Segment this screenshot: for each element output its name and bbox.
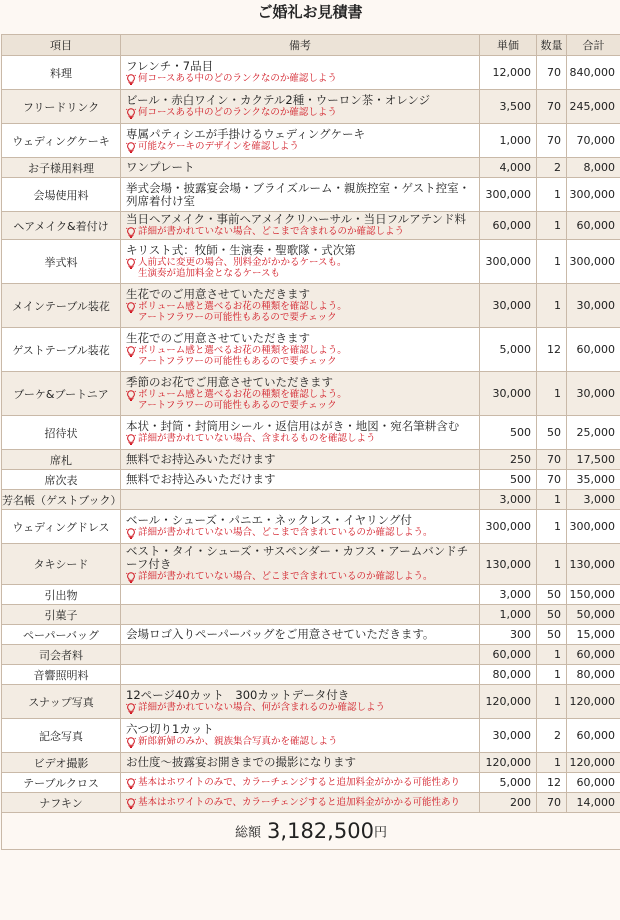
cell-total: 60,000 bbox=[567, 212, 620, 240]
cell-price: 200 bbox=[480, 793, 537, 813]
cell-price: 130,000 bbox=[480, 544, 537, 585]
warning-lines bbox=[138, 389, 347, 411]
cell-total: 840,000 bbox=[567, 56, 620, 90]
cell-price: 300 bbox=[480, 625, 537, 645]
note-text: お仕度～披露宴お開きまでの撮影になります bbox=[126, 755, 356, 769]
cell-total: 35,000 bbox=[567, 470, 620, 490]
cell-price: 30,000 bbox=[480, 719, 537, 753]
cell-qty: 70 bbox=[537, 793, 567, 813]
table-row bbox=[2, 158, 620, 178]
note-text: ビール・赤白ワイン・カクテル2種・ウーロン茶・オレンジ bbox=[126, 93, 431, 107]
cell-item: フリードリンク bbox=[2, 90, 121, 124]
cell-qty: 50 bbox=[537, 605, 567, 625]
warning-note bbox=[126, 777, 474, 789]
cell-price: 1,000 bbox=[480, 124, 537, 158]
cell-item: 席札 bbox=[2, 450, 121, 470]
table-row bbox=[2, 685, 620, 719]
warning-text: ボリューム感と選べるお花の種類を確認しよう。 bbox=[138, 389, 347, 400]
cell-price: 60,000 bbox=[480, 212, 537, 240]
estimate-table bbox=[1, 34, 620, 850]
cell-qty: 1 bbox=[537, 544, 567, 585]
cell-item: ウェディングケーキ bbox=[2, 124, 121, 158]
table-row bbox=[2, 605, 620, 625]
cell-total: 15,000 bbox=[567, 625, 620, 645]
total-label: 総額 bbox=[235, 825, 262, 841]
cell-qty: 1 bbox=[537, 665, 567, 685]
warning-lines bbox=[138, 571, 433, 582]
note-text: 季節のお花でご用意させていただきます bbox=[126, 375, 333, 389]
cell-total: 150,000 bbox=[567, 585, 620, 605]
warning-lines bbox=[138, 226, 404, 237]
cell-item: 引出物 bbox=[2, 585, 121, 605]
cell-qty: 12 bbox=[537, 773, 567, 793]
table-row bbox=[2, 450, 620, 470]
warning-text: 詳細が書かれていない場合、何が含まれるのか確認しよう bbox=[138, 702, 386, 713]
warning-note bbox=[126, 301, 474, 323]
warning-text: 何コースある中のどのランクなのか確認しよう bbox=[138, 107, 337, 118]
cell-note bbox=[121, 450, 480, 470]
cell-price: 500 bbox=[480, 416, 537, 450]
warning-lines bbox=[138, 777, 460, 788]
cell-total: 14,000 bbox=[567, 793, 620, 813]
warning-lines bbox=[138, 345, 347, 367]
note-text: 挙式会場・披露宴会場・ブライズルーム・親族控室・ゲスト控室・列席着付け室 bbox=[126, 180, 471, 208]
cell-price: 120,000 bbox=[480, 753, 537, 773]
warning-lines bbox=[138, 527, 433, 538]
total-value: 3,182,500 bbox=[267, 819, 374, 843]
warning-text: 基本はホワイトのみで、カラーチェンジすると追加料金がかかる可能性あり bbox=[138, 776, 461, 788]
cell-note bbox=[121, 212, 480, 240]
cell-item: ペーパーバッグ bbox=[2, 625, 121, 645]
cell-qty: 1 bbox=[537, 490, 567, 510]
table-row bbox=[2, 773, 620, 793]
cell-price: 5,000 bbox=[480, 773, 537, 793]
warning-text: アートフラワーの可能性もあるので要チェック bbox=[138, 356, 337, 367]
lightbulb-icon bbox=[126, 74, 138, 85]
cell-qty: 1 bbox=[537, 685, 567, 719]
cell-total: 60,000 bbox=[567, 773, 620, 793]
warning-lines bbox=[138, 736, 338, 747]
warning-lines bbox=[138, 73, 337, 84]
lightbulb-icon bbox=[126, 528, 138, 539]
cell-note bbox=[121, 510, 480, 544]
cell-note bbox=[121, 124, 480, 158]
warning-note bbox=[126, 141, 474, 153]
cell-note bbox=[121, 372, 480, 416]
cell-note bbox=[121, 158, 480, 178]
warning-text: 何コースある中のどのランクなのか確認しよう bbox=[138, 73, 337, 84]
lightbulb-icon bbox=[126, 572, 138, 583]
cell-qty: 1 bbox=[537, 178, 567, 212]
cell-total: 80,000 bbox=[567, 665, 620, 685]
table-row bbox=[2, 212, 620, 240]
table-row bbox=[2, 470, 620, 490]
warning-note bbox=[126, 571, 474, 583]
cell-qty: 70 bbox=[537, 56, 567, 90]
warning-note bbox=[126, 257, 474, 279]
header-note: 備考 bbox=[121, 35, 480, 56]
cell-total: 8,000 bbox=[567, 158, 620, 178]
warning-lines bbox=[138, 107, 337, 118]
cell-price: 300,000 bbox=[480, 178, 537, 212]
cell-total: 30,000 bbox=[567, 372, 620, 416]
cell-total: 50,000 bbox=[567, 605, 620, 625]
cell-item: 引菓子 bbox=[2, 605, 121, 625]
cell-qty: 1 bbox=[537, 372, 567, 416]
warning-note bbox=[126, 345, 474, 367]
cell-qty: 70 bbox=[537, 124, 567, 158]
cell-qty: 1 bbox=[537, 284, 567, 328]
cell-item: テーブルクロス bbox=[2, 773, 121, 793]
cell-qty: 70 bbox=[537, 90, 567, 124]
cell-total: 300,000 bbox=[567, 240, 620, 284]
cell-note bbox=[121, 178, 480, 212]
warning-text: アートフラワーの可能性もあるので要チェック bbox=[138, 312, 337, 323]
note-text: 無料でお持込みいただけます bbox=[126, 472, 276, 486]
cell-qty: 1 bbox=[537, 212, 567, 240]
cell-price: 120,000 bbox=[480, 685, 537, 719]
warning-note bbox=[126, 797, 474, 809]
warning-lines bbox=[138, 301, 347, 323]
cell-note bbox=[121, 544, 480, 585]
warning-note bbox=[126, 527, 474, 539]
cell-item: 挙式料 bbox=[2, 240, 121, 284]
warning-text: 詳細が書かれていない場合、どこまで含まれているのか確認しよう。 bbox=[138, 571, 433, 582]
note-text: 当日ヘアメイク・事前ヘアメイクリハーサル・当日フルアテンド料 bbox=[126, 212, 467, 226]
note-text: キリスト式：牧師・生演奏・聖歌隊・式次第 bbox=[126, 243, 356, 257]
table-row bbox=[2, 124, 620, 158]
note-text: 生花でのご用意させていただきます bbox=[126, 287, 310, 301]
lightbulb-icon bbox=[126, 142, 138, 153]
cell-item: 記念写真 bbox=[2, 719, 121, 753]
cell-total: 60,000 bbox=[567, 645, 620, 665]
cell-price: 12,000 bbox=[480, 56, 537, 90]
cell-qty: 1 bbox=[537, 753, 567, 773]
cell-item: 会場使用料 bbox=[2, 178, 121, 212]
cell-note bbox=[121, 685, 480, 719]
cell-total: 120,000 bbox=[567, 685, 620, 719]
cell-price: 60,000 bbox=[480, 645, 537, 665]
cell-item: ウェディングドレス bbox=[2, 510, 121, 544]
cell-item: タキシード bbox=[2, 544, 121, 585]
cell-note bbox=[121, 773, 480, 793]
cell-qty: 70 bbox=[537, 450, 567, 470]
cell-qty: 1 bbox=[537, 510, 567, 544]
cell-price: 80,000 bbox=[480, 665, 537, 685]
warning-lines bbox=[138, 702, 385, 713]
warning-text: 詳細が書かれていない場合、どこまで含まれているのか確認しよう。 bbox=[138, 527, 433, 538]
cell-note bbox=[121, 719, 480, 753]
cell-qty: 70 bbox=[537, 470, 567, 490]
cell-total: 60,000 bbox=[567, 328, 620, 372]
note-text: 無料でお持込みいただけます bbox=[126, 452, 276, 466]
cell-qty: 2 bbox=[537, 158, 567, 178]
note-text: 会場ロゴ入りペーパーバッグをご用意させていただきます。 bbox=[126, 627, 435, 641]
note-text: フレンチ・7品目 bbox=[126, 59, 214, 73]
cell-qty: 2 bbox=[537, 719, 567, 753]
cell-qty: 12 bbox=[537, 328, 567, 372]
note-text: ベール・シューズ・パニエ・ネックレス・イヤリング付 bbox=[126, 513, 412, 527]
warning-lines bbox=[138, 257, 347, 279]
note-text: 専属パティシエが手掛けるウェディングケーキ bbox=[126, 127, 365, 141]
warning-note bbox=[126, 736, 474, 748]
cell-qty: 50 bbox=[537, 625, 567, 645]
cell-item: 芳名帳（ゲストブック） bbox=[2, 490, 121, 510]
table-row bbox=[2, 372, 620, 416]
cell-price: 5,000 bbox=[480, 328, 537, 372]
header-total: 合計 bbox=[567, 35, 620, 56]
cell-note bbox=[121, 753, 480, 773]
total-unit: 円 bbox=[373, 825, 387, 841]
cell-total: 70,000 bbox=[567, 124, 620, 158]
cell-price: 4,000 bbox=[480, 158, 537, 178]
header-price: 単価 bbox=[480, 35, 537, 56]
warning-text: 生演奏が追加料金となるケースも bbox=[138, 268, 281, 279]
cell-total: 300,000 bbox=[567, 510, 620, 544]
cell-price: 300,000 bbox=[480, 240, 537, 284]
table-row bbox=[2, 490, 620, 510]
table-header bbox=[2, 35, 620, 56]
page-title: ご婚礼お見積書 bbox=[257, 3, 363, 21]
cell-price: 500 bbox=[480, 470, 537, 490]
cell-item: ヘアメイク&着付け bbox=[2, 212, 121, 240]
cell-qty: 1 bbox=[537, 240, 567, 284]
cell-price: 3,500 bbox=[480, 90, 537, 124]
cell-total: 60,000 bbox=[567, 719, 620, 753]
note-text: 六つ切り1カット bbox=[126, 722, 214, 736]
cell-note bbox=[121, 645, 480, 665]
table-row bbox=[2, 178, 620, 212]
warning-text: ボリューム感と選べるお花の種類を確認しよう。 bbox=[138, 301, 347, 312]
cell-note bbox=[121, 416, 480, 450]
table-row bbox=[2, 665, 620, 685]
cell-note bbox=[121, 625, 480, 645]
lightbulb-icon bbox=[126, 778, 138, 789]
lightbulb-icon bbox=[126, 302, 138, 313]
lightbulb-icon bbox=[126, 434, 138, 445]
cell-price: 3,000 bbox=[480, 585, 537, 605]
warning-text: 人前式に変更の場合、別料金がかかるケースも。 bbox=[138, 257, 347, 268]
cell-note bbox=[121, 490, 480, 510]
lightbulb-icon bbox=[126, 703, 138, 714]
cell-price: 3,000 bbox=[480, 490, 537, 510]
cell-price: 30,000 bbox=[480, 372, 537, 416]
cell-price: 1,000 bbox=[480, 605, 537, 625]
note-text: ベスト・タイ・シューズ・サスペンダー・カフス・アームバンドチーフ付き bbox=[126, 544, 469, 571]
cell-note bbox=[121, 56, 480, 90]
table-row bbox=[2, 240, 620, 284]
cell-item: 音響照明料 bbox=[2, 665, 121, 685]
cell-note bbox=[121, 240, 480, 284]
warning-text: アートフラワーの可能性もあるので要チェック bbox=[138, 400, 337, 411]
cell-item: ナフキン bbox=[2, 793, 121, 813]
grand-total bbox=[2, 813, 620, 850]
cell-item: ビデオ撮影 bbox=[2, 753, 121, 773]
lightbulb-icon bbox=[126, 258, 138, 269]
warning-note bbox=[126, 107, 474, 119]
warning-note bbox=[126, 226, 474, 238]
cell-item: スナップ写真 bbox=[2, 685, 121, 719]
cell-price: 30,000 bbox=[480, 284, 537, 328]
cell-total: 120,000 bbox=[567, 753, 620, 773]
lightbulb-icon bbox=[126, 227, 138, 238]
cell-price: 250 bbox=[480, 450, 537, 470]
cell-total: 245,000 bbox=[567, 90, 620, 124]
cell-total: 17,500 bbox=[567, 450, 620, 470]
cell-total: 300,000 bbox=[567, 178, 620, 212]
warning-note bbox=[126, 433, 474, 445]
cell-total: 3,000 bbox=[567, 490, 620, 510]
note-text: 生花でのご用意させていただきます bbox=[126, 331, 310, 345]
header-item: 項目 bbox=[2, 35, 121, 56]
warning-lines bbox=[138, 797, 460, 808]
note-text: 本状・封筒・封筒用シール・返信用はがき・地図・宛名筆耕含む bbox=[126, 419, 460, 433]
cell-item: メインテーブル装花 bbox=[2, 284, 121, 328]
table-row bbox=[2, 416, 620, 450]
warning-lines bbox=[138, 141, 299, 152]
table-row bbox=[2, 625, 620, 645]
table-row bbox=[2, 585, 620, 605]
table-row bbox=[2, 719, 620, 753]
cell-note bbox=[121, 90, 480, 124]
cell-note bbox=[121, 284, 480, 328]
table-row bbox=[2, 284, 620, 328]
cell-qty: 1 bbox=[537, 645, 567, 665]
lightbulb-icon bbox=[126, 798, 138, 809]
cell-note bbox=[121, 605, 480, 625]
cell-note bbox=[121, 665, 480, 685]
cell-note bbox=[121, 585, 480, 605]
table-row bbox=[2, 645, 620, 665]
table-row bbox=[2, 328, 620, 372]
cell-total: 30,000 bbox=[567, 284, 620, 328]
lightbulb-icon bbox=[126, 108, 138, 119]
table-row bbox=[2, 56, 620, 90]
warning-text: 可能なケーキのデザインを確認しよう bbox=[138, 141, 299, 152]
warning-text: 詳細が書かれていない場合、どこまで含まれるのか確認しよう bbox=[138, 226, 405, 237]
warning-text: ボリューム感と選べるお花の種類を確認しよう。 bbox=[138, 345, 347, 356]
lightbulb-icon bbox=[126, 737, 138, 748]
table-row bbox=[2, 753, 620, 773]
cell-price: 300,000 bbox=[480, 510, 537, 544]
cell-item: 招待状 bbox=[2, 416, 121, 450]
cell-note bbox=[121, 328, 480, 372]
warning-text: 新郎新婦のみか、親族集合写真かを確認しよう bbox=[138, 736, 338, 747]
warning-text: 詳細が書かれていない場合、含まれるものを確認しよう bbox=[138, 433, 376, 444]
table-row bbox=[2, 544, 620, 585]
cell-note bbox=[121, 470, 480, 490]
cell-item: 料理 bbox=[2, 56, 121, 90]
lightbulb-icon bbox=[126, 346, 138, 357]
cell-total: 25,000 bbox=[567, 416, 620, 450]
note-text: ワンプレート bbox=[126, 160, 195, 174]
warning-lines bbox=[138, 433, 376, 444]
cell-item: 司会者料 bbox=[2, 645, 121, 665]
total-row bbox=[2, 813, 620, 850]
cell-item: お子様用料理 bbox=[2, 158, 121, 178]
cell-item: ブーケ&ブートニア bbox=[2, 372, 121, 416]
lightbulb-icon bbox=[126, 390, 138, 401]
cell-total: 130,000 bbox=[567, 544, 620, 585]
table-row bbox=[2, 90, 620, 124]
warning-note bbox=[126, 73, 474, 85]
table-row bbox=[2, 793, 620, 813]
note-text: 12ページ40カット 300カットデータ付き bbox=[126, 688, 350, 702]
cell-note bbox=[121, 793, 480, 813]
cell-item: 席次表 bbox=[2, 470, 121, 490]
table-row bbox=[2, 510, 620, 544]
warning-note bbox=[126, 389, 474, 411]
cell-qty: 50 bbox=[537, 416, 567, 450]
header-qty: 数量 bbox=[537, 35, 567, 56]
warning-text: 基本はホワイトのみで、カラーチェンジすると追加料金がかかる可能性あり bbox=[138, 796, 461, 808]
warning-note bbox=[126, 702, 474, 714]
cell-qty: 50 bbox=[537, 585, 567, 605]
cell-item: ゲストテーブル装花 bbox=[2, 328, 121, 372]
